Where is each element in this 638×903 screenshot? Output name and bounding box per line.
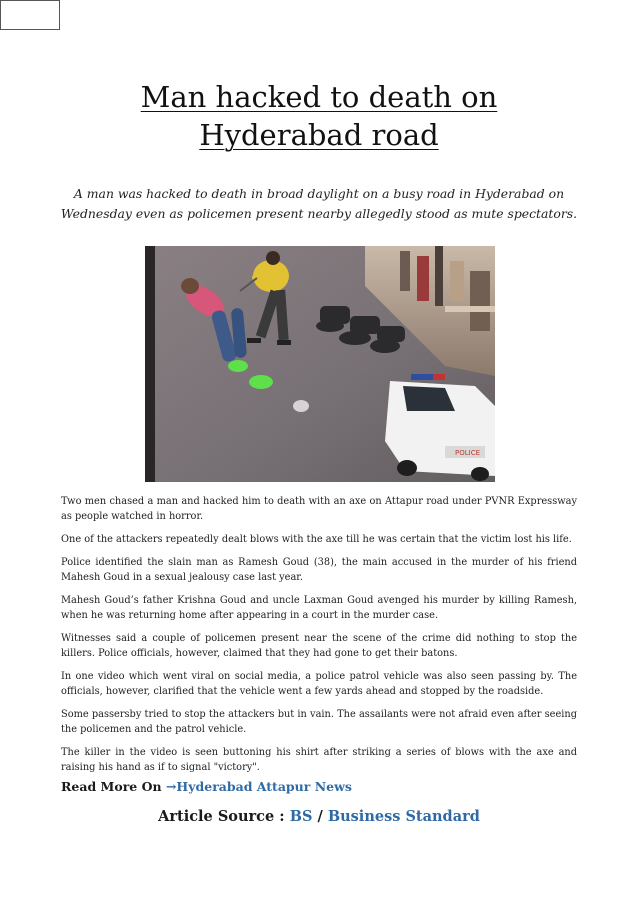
police-car-label: POLICE <box>455 449 481 457</box>
article-paragraph-7: Some passersby tried to stop the attackers but in vain. The assailants were not afraid even after seeing the policemen and the patrol vehicle. <box>61 709 577 735</box>
read-more-line <box>61 779 352 794</box>
article-source-label: Article Source : <box>158 808 285 825</box>
article-paragraph-4: Mahesh Goud’s father Krishna Goud and uncle Laxman Goud avenged his murder by killing Ramesh, when he was returning home after appearing in a court in the murder case. <box>61 595 577 621</box>
read-more-link[interactable]: Hyderabad Attapur News <box>176 779 352 794</box>
article-paragraph-1: Two men chased a man and hacked him to death with an axe on Attapur road under PVNR Expressway as people watched in horror. <box>61 496 577 522</box>
article-paragraph-6: In one video which went viral on social media, a police patrol vehicle was also seen passing by. The officials, however, clarified that the vehicle went a few yards ahead and stopped by the roadside. <box>61 671 577 697</box>
source-separator: / <box>317 808 323 825</box>
article-title-line1: Man hacked to death on <box>140 80 498 114</box>
news-photo-image <box>145 246 495 482</box>
corner-frame <box>0 0 60 30</box>
arrow-right-icon: → <box>165 779 177 794</box>
article-paragraph-3: Police identified the slain man as Ramesh Goud (38), the main accused in the murder of his friend Mahesh Goud in a sexual jealousy case last year. <box>61 557 577 583</box>
article-source-line <box>0 808 638 825</box>
article-title-line2: Hyderabad road <box>199 118 439 152</box>
article-paragraph-5: Witnesses said a couple of policemen present near the scene of the crime did nothing to stop the killers. Police officials, however, claimed that they had gone to get their batons. <box>61 633 577 659</box>
article-paragraph-8: The killer in the video is seen buttoning his shirt after striking a series of blows with the axe and raising his hand as if to signal "victory". <box>61 747 577 773</box>
source-short-link[interactable]: BS <box>289 808 313 825</box>
article-subtitle: A man was hacked to death in broad daylight on a busy road in Hyderabad on Wednesday even as policemen present nearby allegedly stood as mute spectators. <box>60 186 578 221</box>
news-photo <box>145 246 495 482</box>
source-long-link[interactable]: Business Standard <box>327 808 480 825</box>
article-title <box>0 78 638 154</box>
article-body <box>61 494 577 783</box>
read-more-label: Read More On <box>61 779 162 794</box>
article-paragraph-2: One of the attackers repeatedly dealt blows with the axe till he was certain that the victim lost his life. <box>61 534 572 545</box>
